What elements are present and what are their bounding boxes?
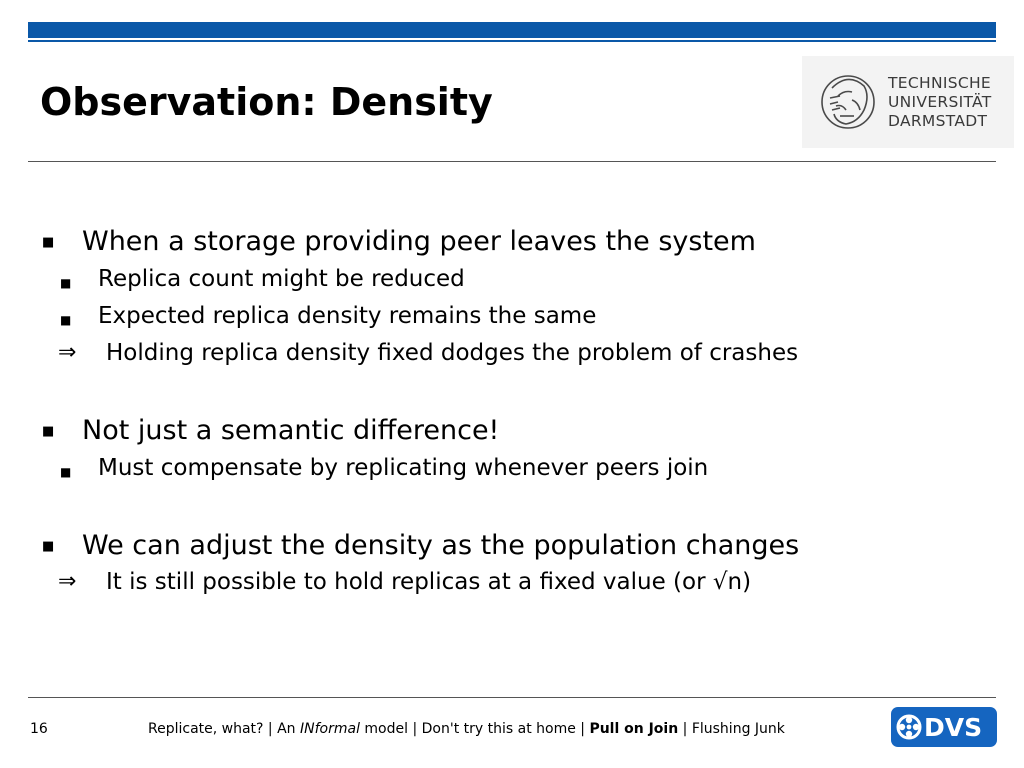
footer-part-3: model | Don't try this at home |: [359, 721, 590, 737]
sub-bullet-icon: ■: [60, 465, 72, 479]
bullet-text: When a storage providing peer leaves the system: [82, 226, 756, 257]
sub-bullet-text: Expected replica density remains the same: [98, 303, 597, 329]
bullet-icon: ■: [42, 539, 55, 554]
sub-bullet-text: Must compensate by replicating whenever peers join: [98, 455, 709, 481]
footer-part-2: INformal: [300, 721, 360, 737]
header-bar: [28, 22, 996, 38]
sub-bullet-text: Replica count might be reduced: [98, 266, 465, 292]
bullet-icon: ■: [42, 424, 55, 439]
page-number: 16: [30, 721, 48, 737]
title-divider: [28, 161, 996, 162]
footer-divider: [28, 697, 996, 698]
implication-text: Holding replica density fixed dodges the problem of crashes: [106, 340, 799, 366]
footer-part-4: Pull on Join: [589, 721, 679, 737]
sub-bullet-icon: ■: [60, 276, 72, 290]
athena-head-icon: [818, 66, 878, 138]
dvs-logo: [891, 707, 997, 747]
implies-arrow-icon: ⇒: [58, 340, 77, 365]
slide-title: Observation: Density: [40, 80, 493, 124]
footer-part-1: Replicate, what? | An: [148, 721, 300, 737]
header-line: [28, 40, 996, 42]
footer-text: [148, 721, 785, 737]
footer-part-5: | Flushing Junk: [678, 721, 785, 737]
implies-arrow-icon: ⇒: [58, 569, 77, 594]
university-name: [888, 74, 992, 131]
implication-text: It is still possible to hold replicas at a fixed value (or √n): [106, 569, 752, 595]
bullet-icon: ■: [42, 235, 55, 250]
dvs-logo-text: DVS: [924, 713, 983, 742]
logo-line-3: DARMSTADT: [888, 112, 988, 130]
bullet-text: Not just a semantic difference!: [82, 415, 500, 446]
logo-line-2: UNIVERSITÄT: [888, 93, 992, 111]
bullet-text: We can adjust the density as the population changes: [82, 530, 800, 561]
sub-bullet-icon: ■: [60, 313, 72, 327]
logo-line-1: TECHNISCHE: [888, 74, 992, 92]
